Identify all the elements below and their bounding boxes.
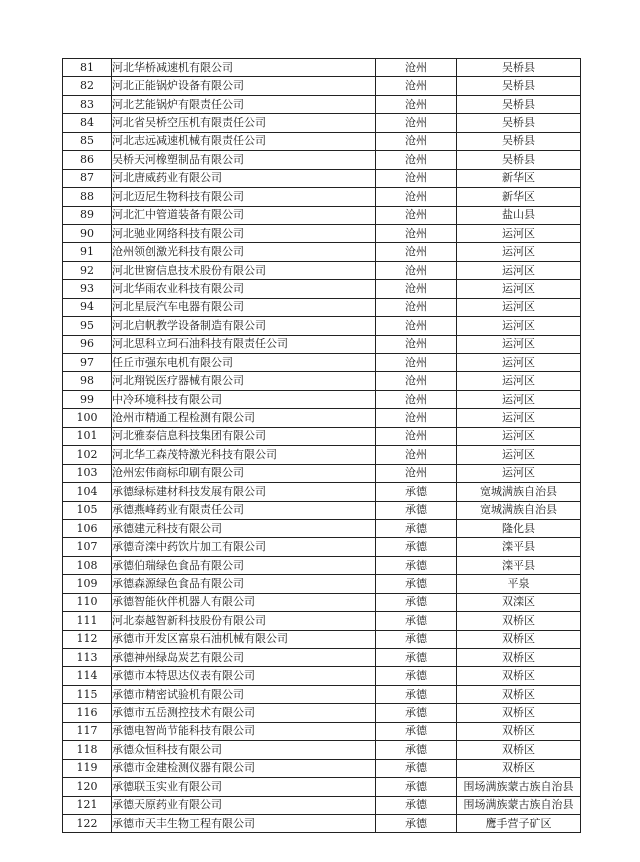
city-name: 沧州 xyxy=(376,390,457,408)
company-name: 承德绿标建材科技发展有限公司 xyxy=(112,483,376,501)
row-number: 113 xyxy=(63,649,112,667)
row-number: 115 xyxy=(63,685,112,703)
district-name: 双桥区 xyxy=(457,667,581,685)
company-name: 河北思科立珂石油科技有限责任公司 xyxy=(112,335,376,353)
table-row xyxy=(63,132,581,150)
company-name: 任丘市强东电机有限公司 xyxy=(112,354,376,372)
district-name: 吴桥县 xyxy=(457,77,581,95)
city-name: 承德 xyxy=(376,483,457,501)
row-number: 109 xyxy=(63,575,112,593)
company-name: 吴桥天河橡塑制品有限公司 xyxy=(112,151,376,169)
row-number: 92 xyxy=(63,261,112,279)
company-name: 河北华桥减速机有限公司 xyxy=(112,59,376,77)
city-name: 承德 xyxy=(376,649,457,667)
row-number: 116 xyxy=(63,704,112,722)
city-name: 沧州 xyxy=(376,169,457,187)
table-row xyxy=(63,556,581,574)
company-name: 河北启帆教学设备制造有限公司 xyxy=(112,317,376,335)
city-name: 沧州 xyxy=(376,354,457,372)
company-name: 沧州宏伟商标印刷有限公司 xyxy=(112,464,376,482)
company-name: 河北艺能锅炉有限责任公司 xyxy=(112,95,376,113)
district-name: 滦平县 xyxy=(457,538,581,556)
city-name: 沧州 xyxy=(376,243,457,261)
row-number: 118 xyxy=(63,741,112,759)
table-row xyxy=(63,390,581,408)
district-name: 鹰手营子矿区 xyxy=(457,814,581,832)
row-number: 85 xyxy=(63,132,112,150)
district-name: 运河区 xyxy=(457,372,581,390)
district-name: 双桥区 xyxy=(457,741,581,759)
company-name: 沧州领创激光科技有限公司 xyxy=(112,243,376,261)
district-name: 隆化县 xyxy=(457,519,581,537)
district-name: 运河区 xyxy=(457,243,581,261)
table-row xyxy=(63,612,581,630)
row-number: 111 xyxy=(63,612,112,630)
city-name: 沧州 xyxy=(376,132,457,150)
company-name: 承德神州绿岛炭艺有限公司 xyxy=(112,649,376,667)
row-number: 101 xyxy=(63,427,112,445)
row-number: 94 xyxy=(63,298,112,316)
district-name: 运河区 xyxy=(457,224,581,242)
city-name: 承德 xyxy=(376,501,457,519)
company-name: 河北星辰汽车电器有限公司 xyxy=(112,298,376,316)
row-number: 114 xyxy=(63,667,112,685)
company-name: 承德电智尚节能科技有限公司 xyxy=(112,722,376,740)
table-row xyxy=(63,188,581,206)
company-name: 河北泰越智新科技股份有限公司 xyxy=(112,612,376,630)
city-name: 承德 xyxy=(376,796,457,814)
row-number: 122 xyxy=(63,814,112,832)
row-number: 102 xyxy=(63,446,112,464)
table-row xyxy=(63,354,581,372)
table-row xyxy=(63,741,581,759)
company-name: 承德市本特思达仪表有限公司 xyxy=(112,667,376,685)
table-row xyxy=(63,685,581,703)
table-row xyxy=(63,206,581,224)
company-name: 承德森源绿色食品有限公司 xyxy=(112,575,376,593)
company-name: 承德市精密试验机有限公司 xyxy=(112,685,376,703)
table-row xyxy=(63,593,581,611)
table-row xyxy=(63,224,581,242)
company-name: 承德智能伙伴机器人有限公司 xyxy=(112,593,376,611)
company-name: 河北华工森茂特激光科技有限公司 xyxy=(112,446,376,464)
row-number: 120 xyxy=(63,778,112,796)
company-name: 河北世窗信息技术股份有限公司 xyxy=(112,261,376,279)
city-name: 沧州 xyxy=(376,280,457,298)
city-name: 承德 xyxy=(376,556,457,574)
district-name: 平泉 xyxy=(457,575,581,593)
district-name: 运河区 xyxy=(457,427,581,445)
company-name: 承德奇滦中药饮片加工有限公司 xyxy=(112,538,376,556)
row-number: 86 xyxy=(63,151,112,169)
row-number: 89 xyxy=(63,206,112,224)
city-name: 沧州 xyxy=(376,464,457,482)
table-row xyxy=(63,778,581,796)
company-name: 承德市开发区富泉石油机械有限公司 xyxy=(112,630,376,648)
table-row xyxy=(63,649,581,667)
row-number: 103 xyxy=(63,464,112,482)
district-name: 运河区 xyxy=(457,464,581,482)
city-name: 承德 xyxy=(376,704,457,722)
district-name: 吴桥县 xyxy=(457,132,581,150)
city-name: 承德 xyxy=(376,630,457,648)
city-name: 沧州 xyxy=(376,224,457,242)
company-name: 河北正能锅炉设备有限公司 xyxy=(112,77,376,95)
table-row xyxy=(63,501,581,519)
city-name: 沧州 xyxy=(376,335,457,353)
company-name: 中冷环境科技有限公司 xyxy=(112,390,376,408)
city-name: 沧州 xyxy=(376,372,457,390)
district-name: 运河区 xyxy=(457,354,581,372)
district-name: 运河区 xyxy=(457,446,581,464)
district-name: 新华区 xyxy=(457,188,581,206)
district-name: 双桥区 xyxy=(457,759,581,777)
row-number: 106 xyxy=(63,519,112,537)
city-name: 承德 xyxy=(376,759,457,777)
city-name: 沧州 xyxy=(376,317,457,335)
district-name: 运河区 xyxy=(457,317,581,335)
table-row xyxy=(63,77,581,95)
district-name: 围场满族蒙古族自治县 xyxy=(457,778,581,796)
city-name: 沧州 xyxy=(376,151,457,169)
table-row xyxy=(63,169,581,187)
company-table xyxy=(62,58,581,833)
table-row xyxy=(63,575,581,593)
district-name: 双桥区 xyxy=(457,612,581,630)
district-name: 运河区 xyxy=(457,390,581,408)
district-name: 宽城满族自治县 xyxy=(457,483,581,501)
table-row xyxy=(63,243,581,261)
company-name: 承德市五岳测控技术有限公司 xyxy=(112,704,376,722)
company-name: 河北省吴桥空压机有限责任公司 xyxy=(112,114,376,132)
row-number: 99 xyxy=(63,390,112,408)
district-name: 运河区 xyxy=(457,261,581,279)
row-number: 121 xyxy=(63,796,112,814)
company-name: 河北唐威药业有限公司 xyxy=(112,169,376,187)
table-row xyxy=(63,759,581,777)
table-row xyxy=(63,667,581,685)
company-name: 承德市金建检测仪器有限公司 xyxy=(112,759,376,777)
city-name: 承德 xyxy=(376,612,457,630)
table-row xyxy=(63,814,581,832)
table-row xyxy=(63,519,581,537)
company-name: 承德众恒科技有限公司 xyxy=(112,741,376,759)
company-name: 承德建元科技有限公司 xyxy=(112,519,376,537)
company-name: 河北迈尼生物科技有限公司 xyxy=(112,188,376,206)
city-name: 承德 xyxy=(376,593,457,611)
row-number: 98 xyxy=(63,372,112,390)
company-name: 河北汇中管道装备有限公司 xyxy=(112,206,376,224)
district-name: 宽城满族自治县 xyxy=(457,501,581,519)
table-row xyxy=(63,317,581,335)
district-name: 运河区 xyxy=(457,335,581,353)
city-name: 承德 xyxy=(376,741,457,759)
district-name: 双桥区 xyxy=(457,630,581,648)
city-name: 沧州 xyxy=(376,409,457,427)
district-name: 吴桥县 xyxy=(457,95,581,113)
table-row xyxy=(63,114,581,132)
table-row xyxy=(63,630,581,648)
row-number: 119 xyxy=(63,759,112,777)
company-name: 河北华雨农业科技有限公司 xyxy=(112,280,376,298)
district-name: 吴桥县 xyxy=(457,151,581,169)
city-name: 承德 xyxy=(376,685,457,703)
city-name: 沧州 xyxy=(376,95,457,113)
city-name: 沧州 xyxy=(376,261,457,279)
row-number: 104 xyxy=(63,483,112,501)
company-name: 承德燕峰药业有限责任公司 xyxy=(112,501,376,519)
district-name: 新华区 xyxy=(457,169,581,187)
table-row xyxy=(63,446,581,464)
row-number: 90 xyxy=(63,224,112,242)
district-name: 运河区 xyxy=(457,280,581,298)
table-row xyxy=(63,372,581,390)
district-name: 滦平县 xyxy=(457,556,581,574)
company-name: 河北雅泰信息科技集团有限公司 xyxy=(112,427,376,445)
row-number: 107 xyxy=(63,538,112,556)
row-number: 88 xyxy=(63,188,112,206)
company-name: 河北翔锐医疗器械有限公司 xyxy=(112,372,376,390)
city-name: 承德 xyxy=(376,519,457,537)
city-name: 沧州 xyxy=(376,298,457,316)
table-row xyxy=(63,95,581,113)
row-number: 83 xyxy=(63,95,112,113)
district-name: 双桥区 xyxy=(457,722,581,740)
table-row xyxy=(63,335,581,353)
district-name: 双桥区 xyxy=(457,685,581,703)
table-row xyxy=(63,261,581,279)
city-name: 沧州 xyxy=(376,446,457,464)
row-number: 105 xyxy=(63,501,112,519)
district-name: 双滦区 xyxy=(457,593,581,611)
city-name: 沧州 xyxy=(376,427,457,445)
row-number: 82 xyxy=(63,77,112,95)
table-row xyxy=(63,151,581,169)
table-row xyxy=(63,280,581,298)
table-row xyxy=(63,796,581,814)
district-name: 围场满族蒙古族自治县 xyxy=(457,796,581,814)
company-name: 承德联玉实业有限公司 xyxy=(112,778,376,796)
row-number: 81 xyxy=(63,59,112,77)
row-number: 110 xyxy=(63,593,112,611)
city-name: 沧州 xyxy=(376,188,457,206)
city-name: 承德 xyxy=(376,667,457,685)
table-row xyxy=(63,464,581,482)
city-name: 沧州 xyxy=(376,114,457,132)
table-row xyxy=(63,409,581,427)
company-name: 承德市天丰生物工程有限公司 xyxy=(112,814,376,832)
district-name: 双桥区 xyxy=(457,649,581,667)
row-number: 108 xyxy=(63,556,112,574)
district-name: 运河区 xyxy=(457,298,581,316)
table-row xyxy=(63,427,581,445)
table-row xyxy=(63,704,581,722)
company-name: 承德天原药业有限公司 xyxy=(112,796,376,814)
company-name: 河北志远减速机械有限责任公司 xyxy=(112,132,376,150)
row-number: 100 xyxy=(63,409,112,427)
city-name: 承德 xyxy=(376,575,457,593)
row-number: 84 xyxy=(63,114,112,132)
row-number: 117 xyxy=(63,722,112,740)
row-number: 93 xyxy=(63,280,112,298)
city-name: 沧州 xyxy=(376,59,457,77)
company-name: 沧州市精通工程检测有限公司 xyxy=(112,409,376,427)
city-name: 承德 xyxy=(376,538,457,556)
table-row xyxy=(63,298,581,316)
city-name: 承德 xyxy=(376,814,457,832)
district-name: 盐山县 xyxy=(457,206,581,224)
row-number: 91 xyxy=(63,243,112,261)
district-name: 吴桥县 xyxy=(457,59,581,77)
district-name: 运河区 xyxy=(457,409,581,427)
district-name: 双桥区 xyxy=(457,704,581,722)
row-number: 97 xyxy=(63,354,112,372)
row-number: 96 xyxy=(63,335,112,353)
district-name: 吴桥县 xyxy=(457,114,581,132)
company-name: 河北驰业网络科技有限公司 xyxy=(112,224,376,242)
company-name: 承德伯瑞绿色食品有限公司 xyxy=(112,556,376,574)
row-number: 87 xyxy=(63,169,112,187)
table-row xyxy=(63,59,581,77)
city-name: 沧州 xyxy=(376,77,457,95)
table-row xyxy=(63,722,581,740)
row-number: 112 xyxy=(63,630,112,648)
table-row xyxy=(63,483,581,501)
company-table-body xyxy=(63,59,581,833)
city-name: 沧州 xyxy=(376,206,457,224)
row-number: 95 xyxy=(63,317,112,335)
city-name: 承德 xyxy=(376,722,457,740)
table-row xyxy=(63,538,581,556)
city-name: 承德 xyxy=(376,778,457,796)
